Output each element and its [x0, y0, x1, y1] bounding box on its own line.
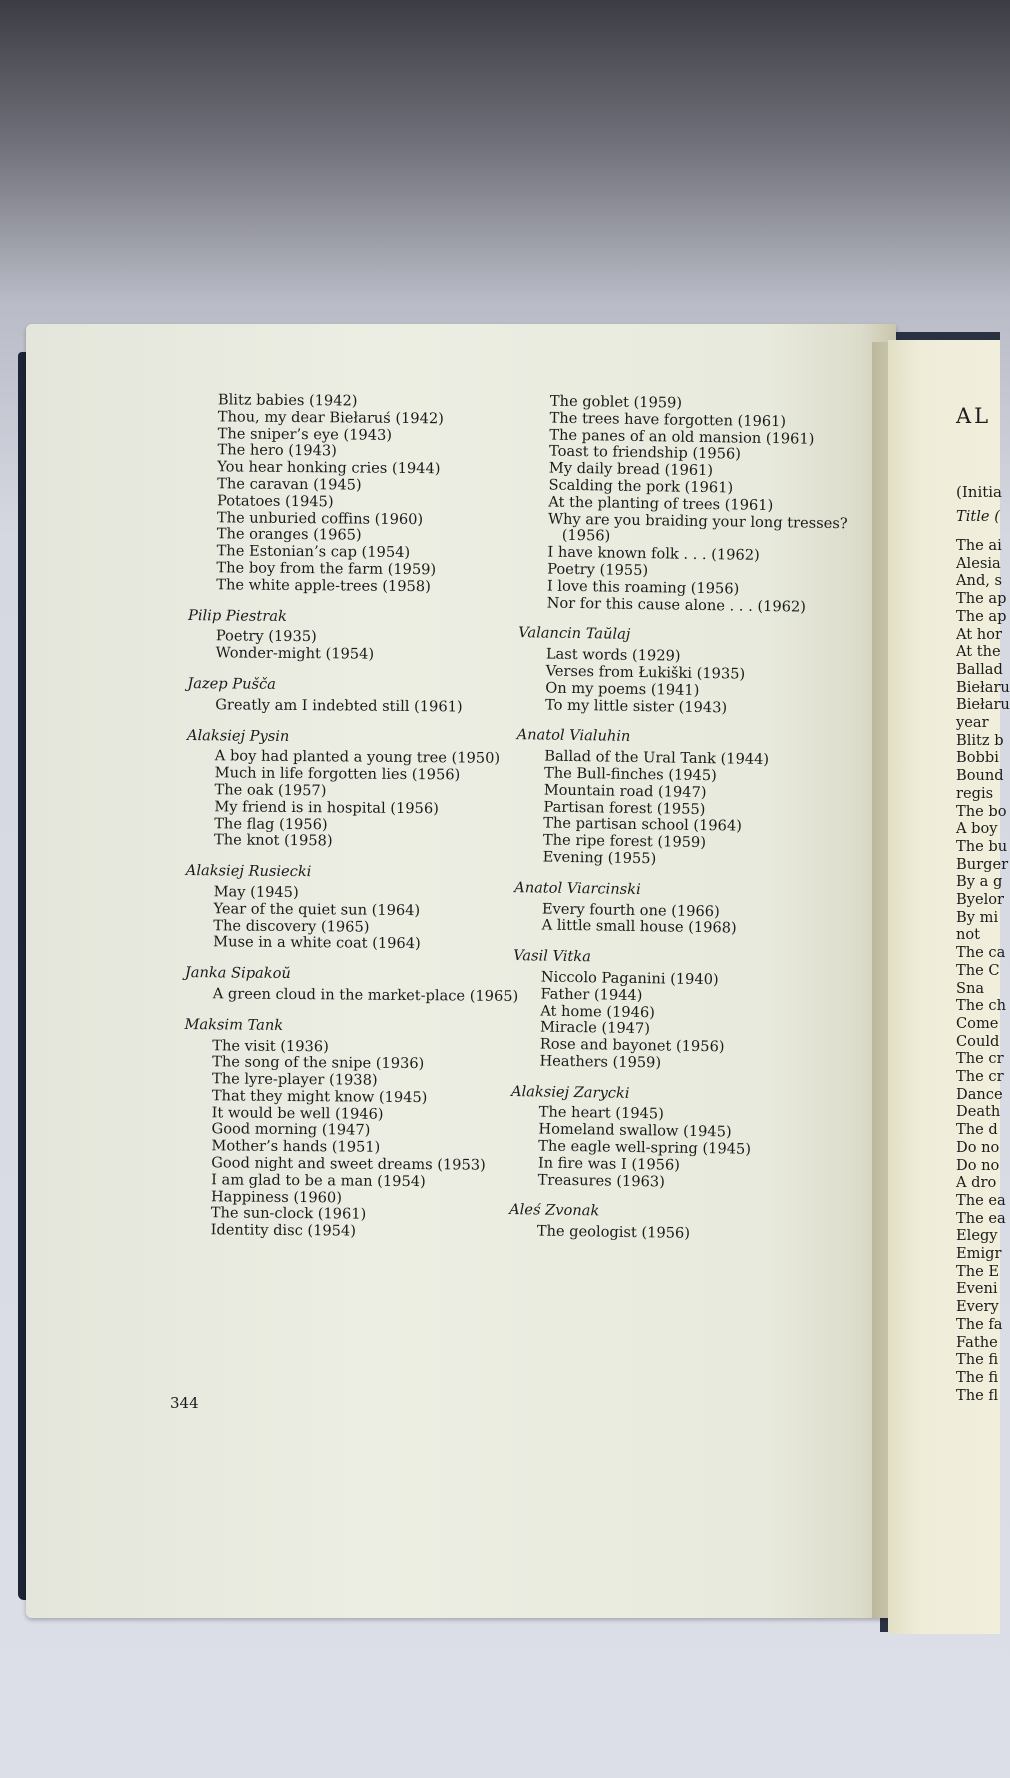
entry: You hear honking cries (1944) — [217, 458, 441, 478]
author-section — [507, 727, 845, 871]
author-name: Anatol Viarcinski — [514, 878, 641, 898]
entry: Treasures (1963) — [537, 1171, 665, 1191]
right-page-line: The ap — [956, 590, 1007, 608]
entry: Much in life forgotten lies (1956) — [214, 764, 461, 784]
entry: Potatoes (1945) — [216, 492, 334, 511]
entry: At home (1946) — [540, 1001, 656, 1021]
entry: Rose and bayonet (1956) — [539, 1035, 725, 1056]
entry: The sniper’s eye (1943) — [217, 424, 393, 444]
entry: My friend is in hospital (1956) — [214, 798, 439, 817]
entry-continuation: (1956) — [561, 527, 611, 545]
author-name: Alaksiej Rusiecki — [185, 862, 312, 881]
entry: Miracle (1947) — [539, 1018, 651, 1038]
entry: Homeland swallow (1945) — [538, 1120, 732, 1141]
author-section — [177, 863, 519, 954]
entry: The discovery (1965) — [213, 916, 370, 936]
author-name: Maksim Tank — [184, 1015, 284, 1034]
right-page-line: Could — [956, 1032, 1000, 1050]
entry: Heathers (1959) — [539, 1052, 662, 1072]
right-page-line: The ch — [956, 997, 1006, 1015]
entry: I have known folk . . . (1962) — [547, 543, 760, 565]
entry: I am glad to be a man (1954) — [211, 1171, 426, 1191]
entry: To my little sister (1943) — [544, 696, 728, 716]
right-page-line: The cr — [956, 1068, 1004, 1085]
author-section — [501, 1202, 837, 1245]
entry: The white apple-trees (1958) — [216, 576, 431, 595]
right-page-line: Do no — [956, 1138, 1000, 1156]
entry: Every fourth one (1966) — [541, 900, 720, 920]
author-section — [509, 625, 846, 718]
right-page-line: Ballad — [956, 660, 1003, 678]
right-page-line: And, s — [956, 572, 1003, 590]
entry: I love this roaming (1956) — [546, 577, 740, 598]
right-page-column-label: Title ( — [956, 508, 1000, 525]
entry: Partisan forest (1955) — [543, 798, 706, 818]
right-page-line: The bu — [956, 837, 1008, 855]
index-column-right — [500, 393, 849, 1259]
right-page-line: The ea — [956, 1191, 1006, 1209]
index-column-left — [174, 392, 523, 1256]
author-name: Valancin Taŭlaj — [518, 624, 631, 644]
author-section — [175, 1017, 518, 1242]
entry: Verses from Łukiški (1935) — [545, 662, 746, 683]
page-number: 344 — [170, 1394, 199, 1412]
right-page-line: Alesia — [956, 554, 1001, 572]
right-page-line: Biełaru — [956, 678, 1010, 696]
right-page-line: Eveni — [956, 1280, 998, 1298]
entry: A boy had planted a young tree (1950) — [214, 747, 501, 768]
right-page-line: Bound — [956, 767, 1004, 785]
right-page-line: Death — [956, 1103, 1001, 1121]
right-page-line: Fathe — [956, 1333, 998, 1351]
right-page-line: not — [956, 926, 981, 944]
entry: Poetry (1955) — [547, 560, 649, 580]
right-page-line: Burger — [956, 855, 1009, 873]
author-section — [506, 880, 842, 940]
right-page-line: Dance — [956, 1085, 1003, 1103]
entry: Year of the quiet sun (1964) — [213, 900, 421, 919]
entry: The partisan school (1964) — [543, 814, 743, 835]
author-name: Pilip Piestrak — [187, 606, 287, 625]
right-page-line: The ai — [956, 537, 1002, 554]
right-page-line: A dro — [956, 1174, 997, 1192]
right-page-line: Every — [956, 1298, 999, 1316]
entry: Muse in a white coat (1964) — [213, 933, 421, 953]
author-section — [178, 728, 521, 853]
entry: Scalding the pork (1961) — [548, 476, 734, 497]
entry: Good night and sweet dreams (1953) — [211, 1154, 486, 1174]
entry: Identity disc (1954) — [210, 1221, 357, 1240]
entry: The ripe forest (1959) — [542, 831, 707, 852]
entry: The Estonian’s cap (1954) — [216, 542, 411, 562]
right-page-line: By mi — [956, 908, 999, 926]
entry: Mountain road (1947) — [543, 781, 707, 801]
entry: Nor for this cause alone . . . (1962) — [546, 594, 807, 616]
right-page-line: The C — [956, 961, 1000, 979]
author-section — [502, 1084, 839, 1194]
entry: The knot (1958) — [214, 831, 333, 850]
entry: The song of the snipe (1936) — [212, 1053, 425, 1073]
right-page-line: The fa — [956, 1315, 1003, 1333]
entry: Good morning (1947) — [211, 1120, 371, 1140]
right-page-line: The cr — [956, 1050, 1004, 1068]
entry: The oak (1957) — [214, 781, 327, 800]
entry: The unburied coffins (1960) — [216, 508, 424, 528]
entry: A green cloud in the market-place (1965) — [212, 985, 519, 1005]
entry: Mother’s hands (1951) — [211, 1137, 381, 1157]
right-page-line: Do no — [956, 1156, 1000, 1174]
right-page-line: Emigr — [956, 1245, 1002, 1262]
entry: The heart (1945) — [538, 1103, 664, 1123]
right-page-line: regis — [956, 784, 994, 802]
entry: Thou, my dear Biełaruś (1942) — [217, 408, 444, 428]
lead-entries — [180, 392, 523, 597]
author-name: Vasil Vitka — [513, 947, 592, 966]
right-page-line: At hor — [956, 625, 1002, 643]
right-page-line: The fl — [956, 1386, 999, 1404]
entry: The lyre-player (1938) — [211, 1070, 378, 1089]
author-name: Anatol Vialuhin — [516, 726, 631, 746]
entry: The goblet (1959) — [549, 392, 683, 412]
author-section — [177, 965, 519, 1006]
right-page-line: year — [956, 714, 989, 731]
entry: The flag (1956) — [214, 814, 328, 833]
entry: Ballad of the Ural Tank (1944) — [544, 747, 770, 769]
entry: May (1945) — [213, 883, 299, 901]
lead-entries — [511, 393, 850, 617]
author-section — [179, 676, 521, 717]
right-page-heading: AL — [956, 404, 992, 428]
entry: The eagle well-spring (1945) — [538, 1137, 752, 1158]
right-page-line: The ap — [956, 607, 1007, 625]
entry: The panes of an old mansion (1961) — [549, 426, 815, 448]
right-page-line: At the — [956, 643, 1001, 661]
entry: My daily bread (1961) — [548, 459, 714, 480]
entry: In fire was I (1956) — [537, 1154, 681, 1174]
right-page-line: Byelor — [956, 891, 1005, 908]
entry: On my poems (1941) — [545, 679, 700, 699]
right-page-line: Come — [956, 1014, 999, 1032]
entry: The oranges (1965) — [216, 525, 362, 544]
right-page-line: The ea — [956, 1209, 1006, 1227]
author-name: Janka Sipakoŭ — [184, 964, 291, 983]
right-page-line: The fi — [956, 1351, 999, 1369]
entry: The sun-clock (1961) — [210, 1204, 367, 1224]
right-page-line: The ca — [956, 944, 1006, 962]
entry: Wonder-might (1954) — [215, 644, 375, 663]
entry: The geologist (1956) — [536, 1222, 691, 1243]
author-section — [503, 948, 841, 1075]
right-page-line: Sna — [956, 979, 985, 997]
author-name: Alaksiej Pysin — [186, 726, 290, 745]
entry: It would be well (1946) — [211, 1103, 384, 1123]
entry: A little small house (1968) — [541, 916, 737, 937]
entry: The trees have forgotten (1961) — [549, 409, 787, 431]
entry: Why are you braiding your long tresses? — [547, 510, 848, 532]
author-name: Jazep Pušča — [187, 675, 276, 693]
entry: That they might know (1945) — [211, 1087, 428, 1107]
right-page-line: Elegy — [956, 1227, 998, 1245]
entry: Niccolo Paganini (1940) — [540, 968, 719, 989]
entry: At the planting of trees (1961) — [548, 493, 774, 514]
entry: The boy from the farm (1959) — [216, 559, 437, 579]
entry: Toast to friendship (1956) — [548, 442, 742, 463]
entry: The visit (1936) — [212, 1036, 329, 1055]
entry: Evening (1955) — [542, 848, 657, 868]
entry: Blitz babies (1942) — [217, 391, 358, 410]
right-page-line: The d — [956, 1121, 998, 1139]
entry: Greatly am I indebted still (1961) — [215, 696, 463, 716]
entry: The hero (1943) — [217, 441, 337, 460]
entry: Poetry (1935) — [215, 627, 317, 646]
right-page-line: Blitz b — [956, 731, 1004, 749]
right-page-line: Biełaru — [956, 696, 1010, 714]
author-name: Alaksiej Zarycki — [510, 1082, 630, 1102]
right-page-line: The fi — [956, 1368, 999, 1386]
right-page-line: By a g — [956, 873, 1003, 891]
entry: Last words (1929) — [545, 645, 681, 665]
entry: The Bull-finches (1945) — [543, 764, 717, 785]
author-section — [180, 608, 522, 665]
right-page-line: The E — [956, 1262, 1000, 1280]
right-page-subheading: (Initia — [956, 483, 1003, 501]
right-page-line: Bobbi — [956, 749, 999, 767]
right-page-line: The bo — [956, 802, 1007, 820]
author-name: Aleś Zvonak — [509, 1201, 600, 1220]
entry: The caravan (1945) — [217, 475, 362, 494]
entry: Happiness (1960) — [210, 1187, 343, 1207]
entry: Father (1944) — [540, 985, 643, 1004]
right-page-line: A boy — [956, 820, 998, 838]
